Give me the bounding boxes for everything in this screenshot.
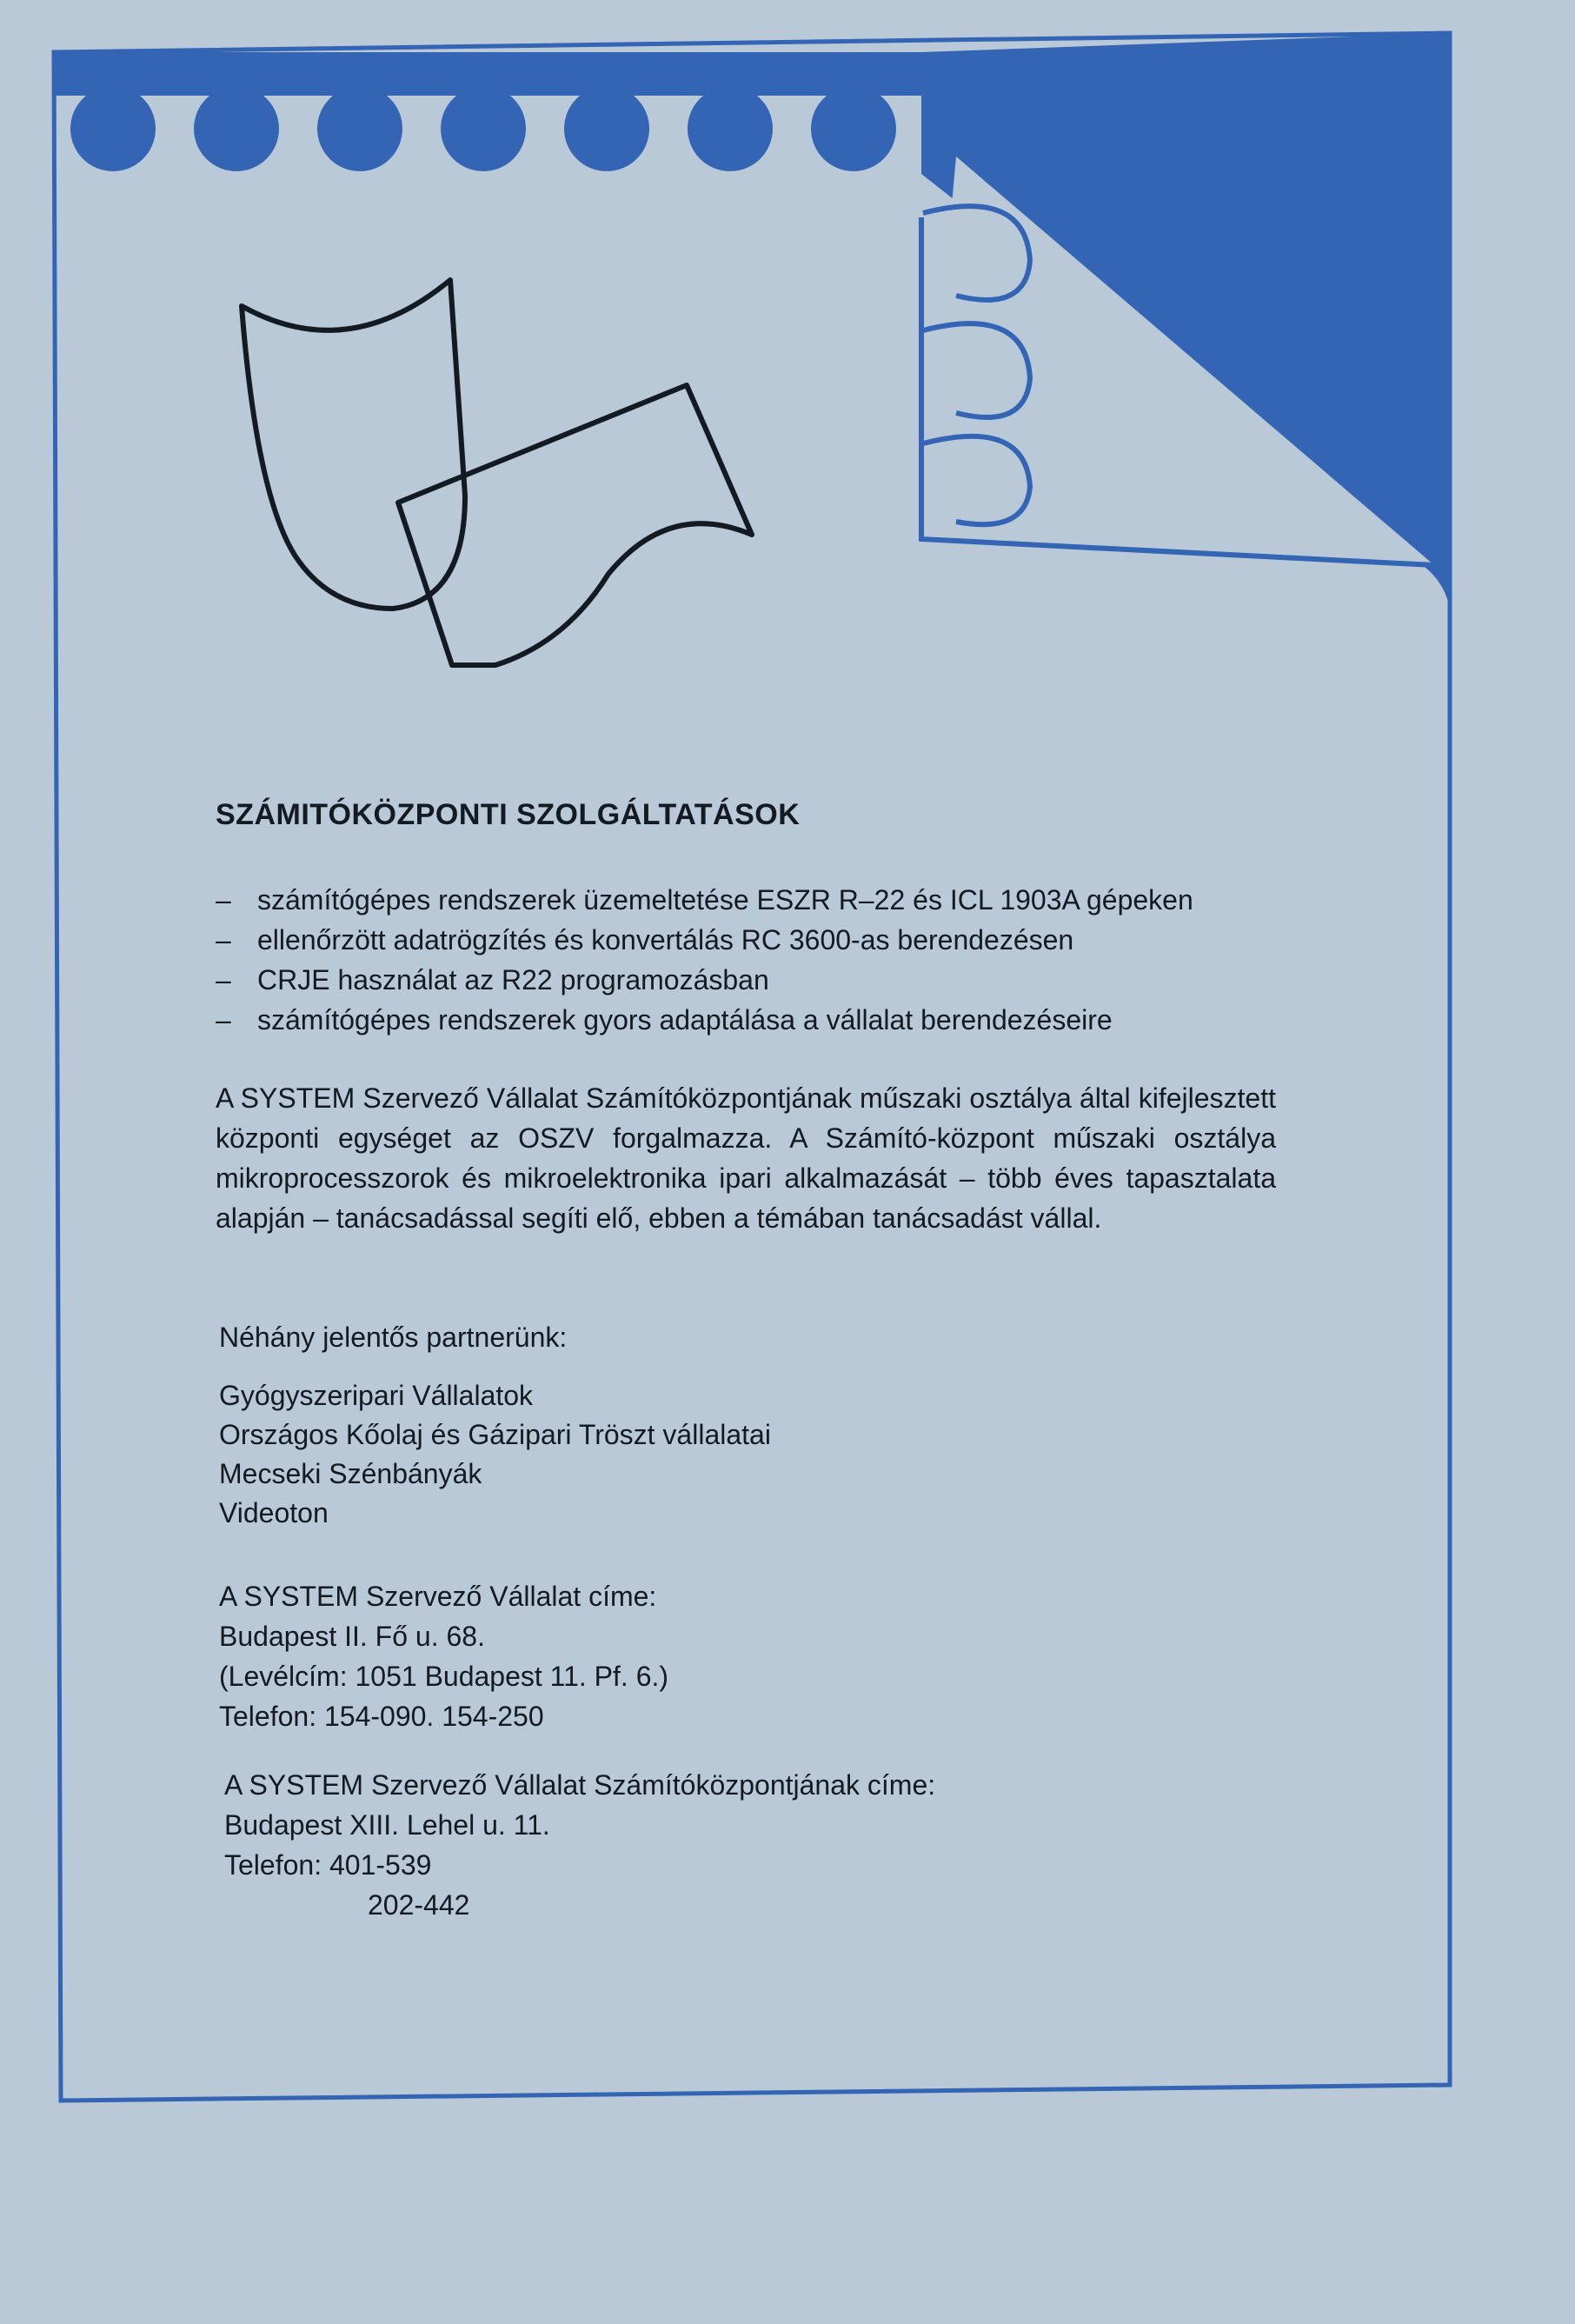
address-postal: (Levélcím: 1051 Budapest 11. Pf. 6.) bbox=[219, 1661, 669, 1692]
phone-label: Telefon: bbox=[224, 1849, 322, 1881]
spiral-binding-holes bbox=[54, 52, 962, 171]
description-paragraph: A SYSTEM Szervező Vállalat Számítóközpontjának műszaki osztálya által kifejlesztett központi egységet az OSZV forgalmazza. A Számító-központ műszaki osztálya mikroprocesszorok és mikroelektronika ipari alkalmazását – több éves tapasztalata alapján – tanácsadással segíti elő, ebben a témában tanácsadást vállal. bbox=[216, 1082, 1276, 1234]
phone-number: 202-442 bbox=[368, 1889, 470, 1921]
flowchart-symbols bbox=[242, 280, 752, 665]
company-address bbox=[219, 1576, 668, 1736]
address-title: A SYSTEM Szervező Vállalat címe: bbox=[219, 1581, 657, 1612]
bullet-dash: – bbox=[216, 1004, 231, 1035]
address-title: A SYSTEM Szervező Vállalat Számítóközpontjának címe: bbox=[224, 1769, 936, 1801]
services-list bbox=[216, 880, 1293, 1040]
address-street: Budapest II. Fő u. 68. bbox=[219, 1621, 485, 1652]
partner-item: Gyógyszeripari Vállalatok bbox=[219, 1380, 534, 1411]
bullet-dash: – bbox=[216, 924, 231, 956]
bullet-dash: – bbox=[216, 884, 231, 916]
phone-number: 401-539 bbox=[329, 1849, 432, 1881]
address-street: Budapest XIII. Lehel u. 11. bbox=[224, 1809, 550, 1841]
address-phone: Telefon: 154-090. 154-250 bbox=[219, 1701, 544, 1732]
list-item: – számítógépes rendszerek gyors adaptálása a vállalat berendezéseire bbox=[216, 1000, 1293, 1040]
section-heading: SZÁMITÓKÖZPONTI SZOLGÁLTATÁSOK bbox=[216, 798, 801, 831]
partners-heading: Néhány jelentős partnerünk: bbox=[219, 1322, 568, 1353]
list-item: – CRJE használat az R22 programozásban bbox=[216, 960, 1293, 1000]
partners-list bbox=[219, 1376, 771, 1533]
partner-item: Videoton bbox=[219, 1497, 329, 1528]
computer-center-address bbox=[224, 1765, 935, 1925]
partner-item: Mecseki Szénbányák bbox=[219, 1458, 482, 1489]
bullet-dash: – bbox=[216, 964, 231, 996]
address-phone-line bbox=[224, 1845, 935, 1885]
list-item: – számítógépes rendszerek üzemeltetése ESZR R–22 és ICL 1903A gépeken bbox=[216, 880, 1293, 920]
partner-item: Országos Kőolaj és Gázipari Tröszt vállalatai bbox=[219, 1419, 771, 1450]
folded-corner bbox=[921, 33, 1450, 609]
list-item: – ellenőrzött adatrögzítés és konvertálás RC 3600-as berendezésen bbox=[216, 920, 1293, 960]
